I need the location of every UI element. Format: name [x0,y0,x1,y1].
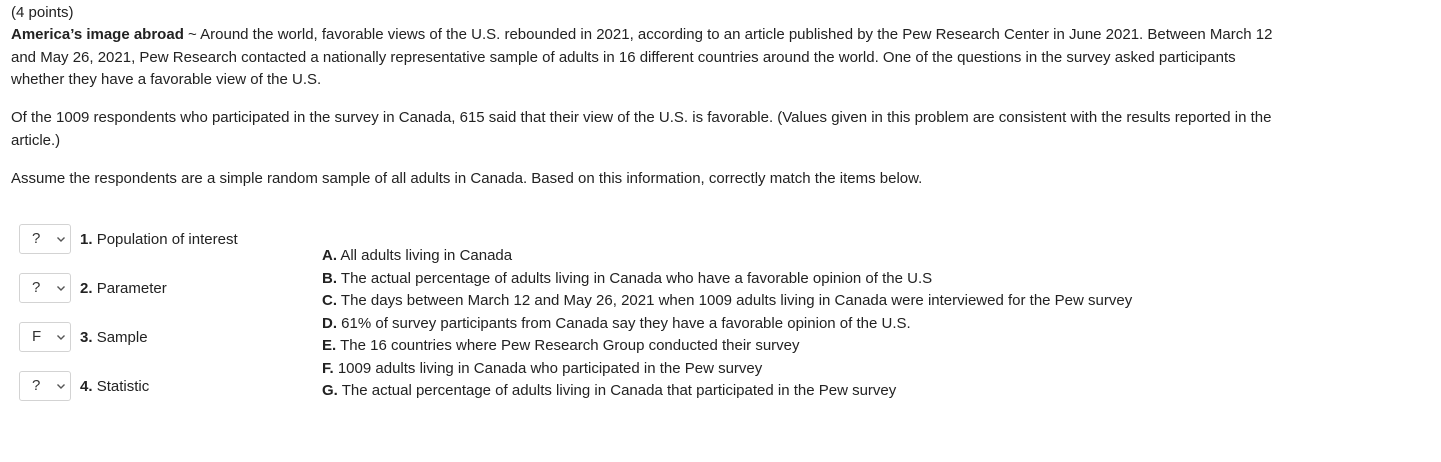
match-item-population [19,224,238,254]
intro-separator: ~ [183,26,201,43]
option-letter: A. [322,247,337,264]
item-number: 4. [80,377,93,395]
option-b [322,268,1132,291]
match-item-sample [19,322,148,352]
option-text: 1009 adults living in Canada who participated in the Pew survey [337,359,763,377]
item-text: Sample [96,328,148,346]
option-d [322,313,1132,336]
intro-title: America’s image abroad [11,26,184,43]
match-item-parameter [19,273,167,303]
item-number: 2. [80,279,93,297]
answer-select-value: ? [32,230,41,247]
item-label [80,280,167,297]
answer-select-value: ? [32,279,41,296]
answer-select-2[interactable] [19,273,71,303]
option-letter: C. [322,292,337,309]
option-text: All adults living in Canada [340,247,513,264]
intro-text: Around the world, favorable views of the U.S. rebounded in 2021, according to an article published by the Pew Research Center in June 2021. Between March 12 and May 26, 2021, Pew Research contacted a nationally representative sample of adults in 16 different countries around the world. One of the questions in the survey asked participants whether they have a favorable view of the U.S. [11,26,1273,88]
option-text: The 16 countries where Pew Research Group conducted their survey [340,337,800,354]
option-letter: G. [322,382,338,399]
answer-options-list [322,245,1132,403]
option-text: The actual percentage of adults living in Canada who have a favorable opinion of the U.S [340,269,933,287]
item-label [80,378,149,395]
option-g [322,380,1132,403]
item-text: Statistic [96,377,150,395]
answer-select-1[interactable] [19,224,71,254]
instructions-paragraph: Assume the respondents are a simple random sample of all adults in Canada. Based on this information, correctly match the items below. [11,170,923,187]
chevron-down-icon [56,234,66,244]
chevron-down-icon [56,381,66,391]
option-text: The actual percentage of adults living in Canada that participated in the Pew survey [341,382,897,399]
survey-paragraph: Of the 1009 respondents who participated in the survey in Canada, 615 said that their view of the U.S. is favorable. (Values given in this problem are consistent with the results reported in the article.) [11,109,1272,149]
option-letter: F. [322,359,334,377]
option-letter: D. [322,314,337,332]
option-f [322,358,1132,381]
item-number: 1. [80,230,93,248]
chevron-down-icon [56,283,66,293]
answer-select-value: F [32,328,42,345]
option-text: 61% of survey participants from Canada say they have a favorable opinion of the U.S. [341,314,911,332]
option-c [322,290,1132,313]
chevron-down-icon [56,332,66,342]
option-text: The days between March 12 and May 26, 2021 when 1009 adults living in Canada were interviewed for the Pew survey [340,292,1133,309]
option-letter: E. [322,337,337,354]
option-e [322,335,1132,358]
item-label [80,329,148,346]
item-text: Population of interest [96,230,238,248]
intro-paragraph [11,24,1281,92]
answer-select-4[interactable] [19,371,71,401]
item-number: 3. [80,328,93,346]
item-text: Parameter [96,279,167,297]
option-a [322,245,1132,268]
item-label [80,231,238,248]
option-letter: B. [322,269,337,287]
answer-select-value: ? [32,377,41,394]
points-label: (4 points) [11,4,74,21]
answer-select-3[interactable] [19,322,71,352]
match-item-statistic [19,371,149,401]
